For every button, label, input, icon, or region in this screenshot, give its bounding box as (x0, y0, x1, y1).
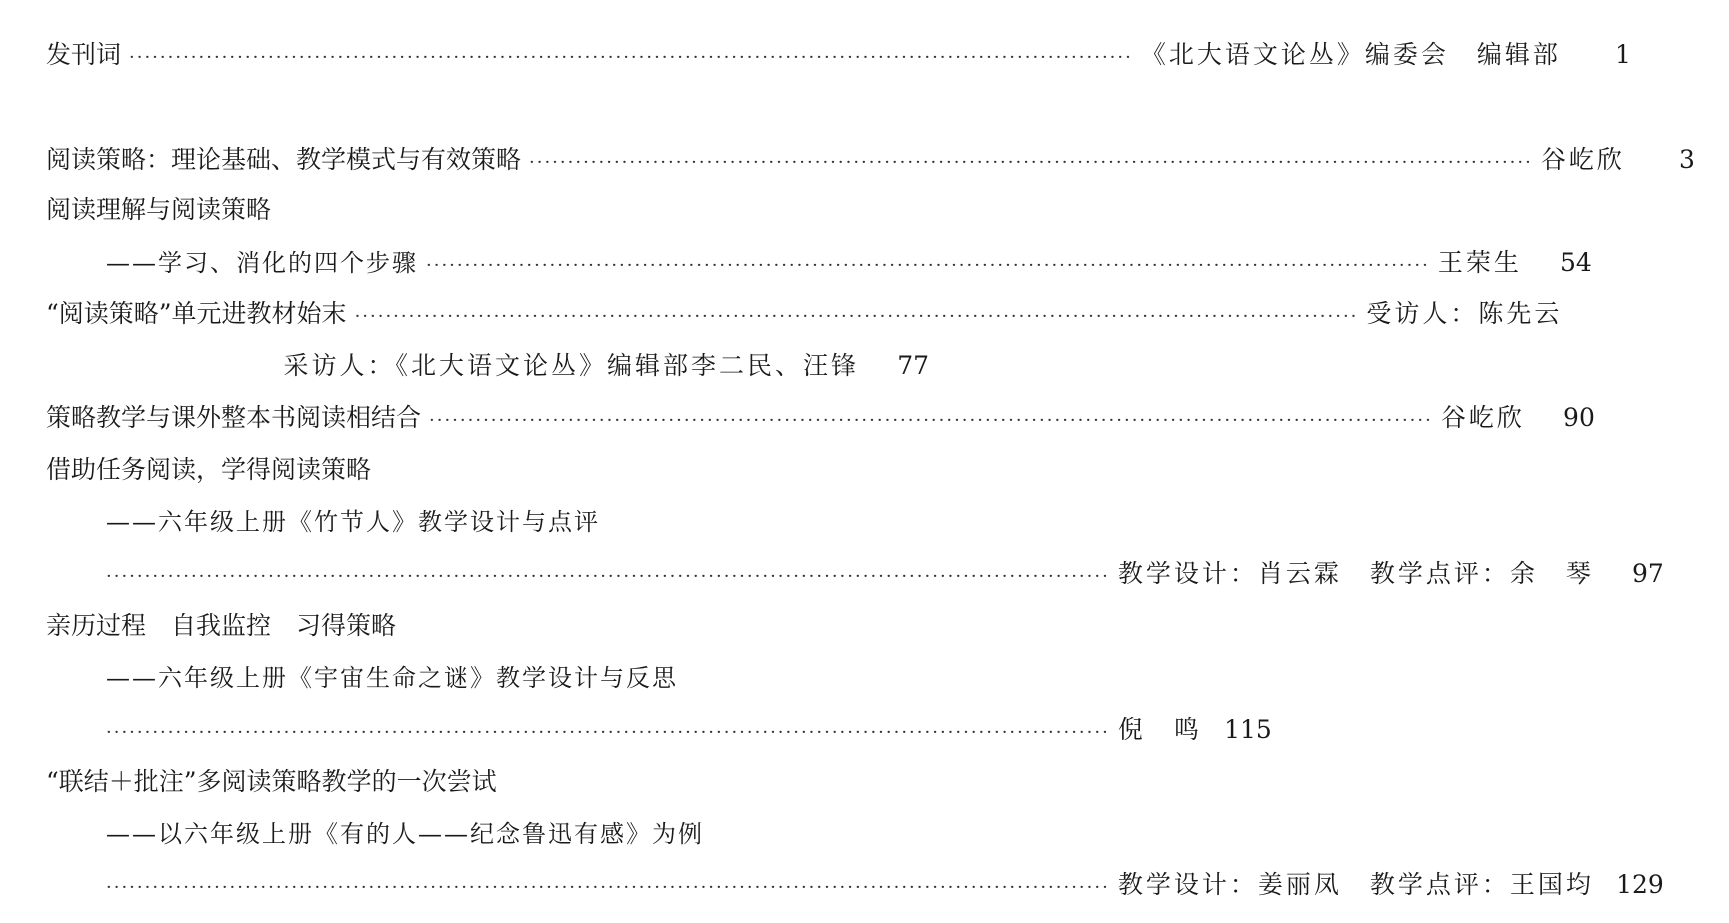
entry-title: 策略教学与课外整本书阅读相结合 (46, 403, 422, 432)
leader-dots (106, 551, 1110, 597)
entry-author: 王荣生 (1437, 248, 1522, 277)
toc-subentry (0, 707, 1272, 753)
entry-author: 谷屹欣 (1540, 145, 1625, 174)
toc-entry (0, 137, 1695, 183)
leader-dots (529, 137, 1533, 183)
entry-author: 教学设计：肖云霖 教学点评：余 琴 (1117, 559, 1594, 588)
toc-entry (0, 759, 963, 805)
entry-author: 教学设计：姜丽凤 教学点评：王国均 (1117, 870, 1594, 899)
entry-author: 倪 鸣 (1117, 715, 1202, 744)
toc-entry (0, 603, 963, 649)
toc-subentry (0, 811, 1023, 857)
entry-author: 谷屹欣 (1440, 403, 1525, 432)
entry-page-number: 129 (1616, 870, 1664, 899)
entry-page-number: 90 (1563, 403, 1595, 432)
toc-entry (0, 395, 1595, 441)
leader-dots (429, 395, 1433, 441)
entry-page-number: 97 (1632, 559, 1664, 588)
toc-entry (0, 447, 963, 493)
leader-dots (106, 862, 1110, 908)
toc-entry (0, 187, 963, 233)
entry-subtitle: ——六年级上册《宇宙生命之谜》教学设计与反思 (106, 664, 678, 692)
entry-page-number: 3 (1678, 145, 1695, 174)
entry-subtitle: ——六年级上册《竹节人》教学设计与点评 (106, 508, 600, 536)
toc-subentry (0, 862, 1664, 908)
entry-title: 发刊词 (46, 40, 122, 69)
entry-author: 受访人：陈先云 (1366, 299, 1563, 328)
leader-dots (355, 291, 1359, 337)
toc-subentry (0, 240, 1592, 286)
toc-subentry (0, 655, 1023, 701)
entry-subtitle: ——学习、消化的四个步骤 (106, 249, 418, 277)
entry-page-number: 54 (1560, 248, 1592, 277)
leader-dots (426, 240, 1430, 286)
entry-title: 阅读理解与阅读策略 (46, 195, 272, 224)
entry-author: 《北大语文论丛》编委会 编辑部 (1140, 40, 1561, 69)
entry-title: “联结＋批注”多阅读策略教学的一次尝试 (46, 767, 497, 796)
toc-entry (0, 291, 1563, 337)
entry-page-number: 115 (1224, 715, 1272, 744)
entry-title: 阅读策略：理论基础、教学模式与有效策略 (46, 145, 522, 174)
entry-title: 亲历过程 自我监控 习得策略 (46, 611, 397, 640)
entry-title: 借助任务阅读，学得阅读策略 (46, 455, 372, 484)
toc-subentry (0, 551, 1664, 597)
entry-title: “阅读策略”单元进教材始末 (46, 299, 347, 328)
entry-subtitle: ——以六年级上册《有的人——纪念鲁迅有感》为例 (106, 820, 704, 848)
entry-author: 采访人：《北大语文论丛》编辑部李二民、汪锋 (283, 351, 859, 380)
toc-entry (0, 32, 1631, 78)
entry-page-number: 1 (1614, 40, 1631, 69)
toc-subentry (0, 499, 1023, 545)
leader-dots (129, 32, 1133, 78)
leader-dots (106, 707, 1110, 753)
toc-subentry (0, 343, 963, 389)
entry-page-number: 77 (897, 351, 929, 380)
